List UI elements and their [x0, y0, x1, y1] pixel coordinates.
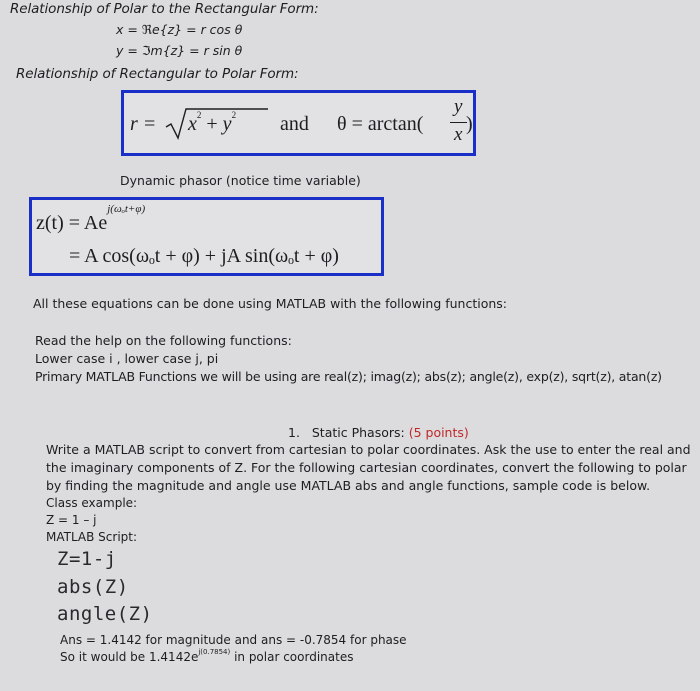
- heading-rect-to-polar: Relationship of Rectangular to Polar Form:: [16, 66, 299, 82]
- polar-result-exponent: j(0.7854): [198, 648, 231, 656]
- task-desc-3: by finding the magnitude and angle use MATLAB abs and angle functions, sample code is below.: [46, 478, 651, 493]
- y-exponent: 2: [231, 110, 237, 121]
- polar-formula-box: [121, 90, 476, 156]
- r-lhs: r =: [130, 113, 157, 135]
- and-text: and: [280, 113, 309, 135]
- task-number: 1.: [288, 425, 300, 440]
- read-help: Read the help on the following functions:: [35, 333, 292, 348]
- code-line-1: Z=1-j: [57, 548, 117, 570]
- y-equation: y = ℑm{z} = r sin θ: [116, 43, 243, 58]
- polar-result-prefix: So it would be 1.4142e: [60, 650, 199, 664]
- y-var: y: [222, 113, 232, 135]
- phasor-line1-lhs: z(t) = Ae: [36, 212, 108, 234]
- z-value: Z = 1 – j: [46, 513, 97, 527]
- phasor-line2: = A cos(ωₒt + φ) + jA sin(ωₒt + φ): [69, 245, 339, 267]
- x-exponent: 2: [196, 110, 202, 121]
- heading-polar-to-rect: Relationship of Polar to the Rectangular Form:: [10, 1, 319, 17]
- matlab-script-label: MATLAB Script:: [46, 530, 138, 544]
- class-example-label: Class example:: [46, 496, 138, 510]
- primary-functions: Primary MATLAB Functions we will be using are real(z); imag(z); abs(z); angle(z), exp(z), sqrt(z), atan(z): [35, 369, 662, 384]
- phasor-caption: Dynamic phasor (notice time variable): [120, 173, 361, 188]
- sqrt-expression: [188, 110, 237, 136]
- close-paren: ): [466, 113, 473, 135]
- code-line-2: abs(Z): [57, 576, 129, 598]
- phasor-exponent: j(ωₒt+φ): [107, 203, 146, 216]
- task-title: Static Phasors:: [311, 425, 409, 440]
- task-desc-1: Write a MATLAB script to convert from cartesian to polar coordinates. Ask the use to enter the real and: [46, 442, 691, 457]
- fraction-numerator: y: [454, 96, 463, 117]
- code-line-3: angle(Z): [57, 603, 153, 625]
- x-var: x: [188, 113, 197, 135]
- answer-line: Ans = 1.4142 for magnitude and ans = -0.7854 for phase: [60, 633, 407, 647]
- plus-sign: +: [206, 113, 218, 135]
- task-points: (5 points): [408, 425, 469, 440]
- x-equation: x = ℜe{z} = r cos θ: [116, 22, 243, 37]
- lower-case-note: Lower case i , lower case j, pi: [35, 351, 219, 366]
- task-desc-2: the imaginary components of Z. For the following cartesian coordinates, convert the following to polar: [46, 460, 687, 475]
- phasor-box: [29, 197, 384, 276]
- polar-result: [60, 650, 353, 664]
- polar-result-suffix: in polar coordinates: [230, 650, 354, 664]
- matlab-intro: All these equations can be done using MATLAB with the following functions:: [33, 296, 508, 311]
- fraction-denominator: x: [454, 124, 463, 145]
- theta-arctan: θ = arctan(: [337, 113, 424, 135]
- task-heading: [288, 425, 469, 440]
